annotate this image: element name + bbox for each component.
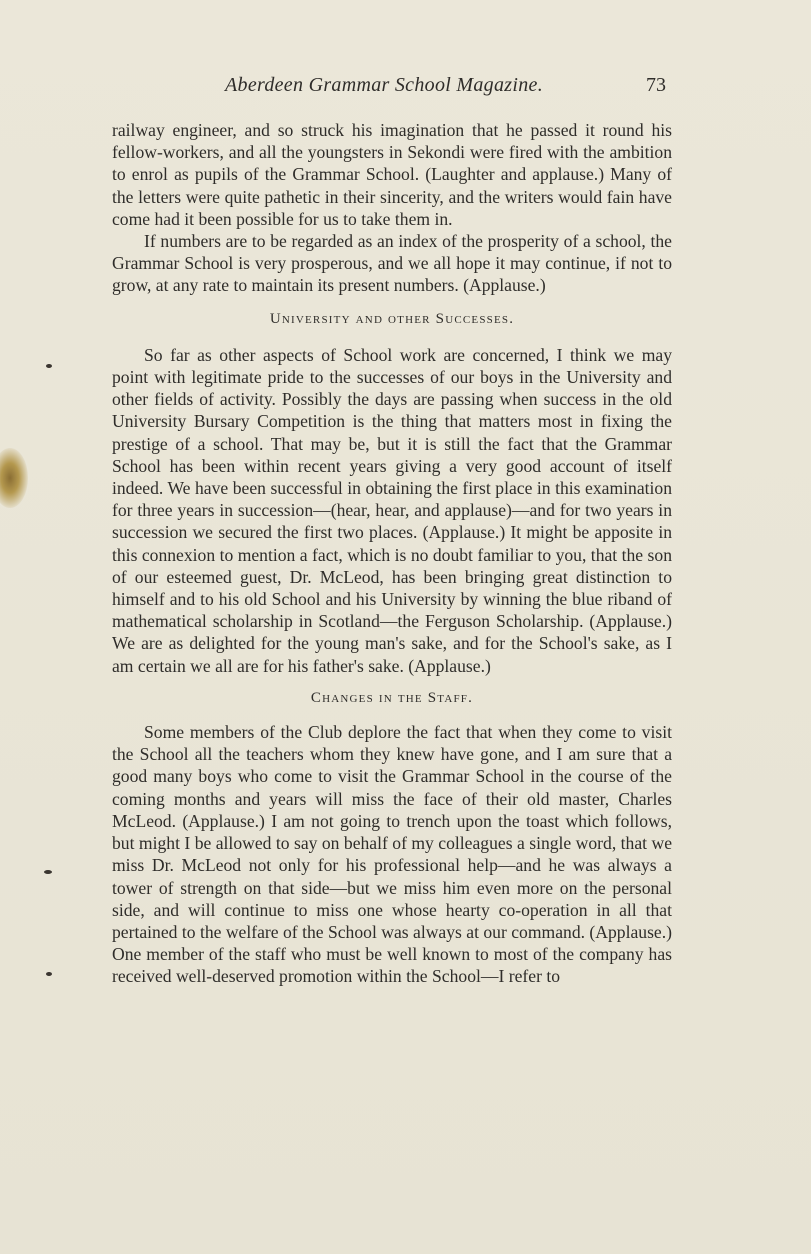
margin-mark-3 [46,972,52,976]
running-head [112,74,672,104]
margin-mark-2 [44,870,52,874]
page-number: 73 [646,74,666,96]
section-heading-university: University and other Successes. [269,310,515,327]
paragraph-continued: railway engineer, and so struck his imagination that he passed it round his fellow-workers, and all the youngsters in Sekondi were fired with the ambition to enrol as pupils of the Grammar School. (Laughter and applause.) Many of the letters were quite pathetic in their sincerity, and the writers would fain have come had it been possible for us to take them in. [112,120,672,229]
paragraph-prosperity: If numbers are to be regarded as an index of the prosperity of a school, the Grammar School is very prosperous, and we all hope it may continue, if not to grow, at any rate to maintain its present numbers. (Applause.) [112,231,672,296]
margin-mark-1 [46,364,52,368]
body-text [112,119,672,988]
paper-stain [0,448,28,508]
running-title: Aberdeen Grammar School Magazine. [225,74,543,96]
paragraph-staff-changes: Some members of the Club deplore the fact that when they come to visit the School all the teachers whom they knew have gone, and I am sure that a good many boys who come to visit the Grammar School in the course of the coming months and years will miss the face of their old master, Charles McLeod. (Applause.) I am not going to trench upon the toast which follows, but might I be allowed to say on behalf of my colleagues a single word, that we miss Dr. McLeod not only for his professional help—and he was always a tower of strength on that side—but we miss him even more on the personal side, and will continue to miss one whose hearty co-operation in all that pertained to the welfare of the School was always at our command. (Applause.) One member of the staff who must be well known to most of the company has received well-deserved promotion within the School—I refer to [112,722,672,987]
paragraph-successes: So far as other aspects of School work are concerned, I think we may point with legitimate pride to the successes of our boys in the University and other fields of activity. Possibly the days are passing when success in the old University Bursary Competition is the thing that matters most in fixing the prestige of a school. That may be, but it is still the fact that the Grammar School has been within recent years giving a very good account of itself indeed. We have been successful in obtaining the first place in this examination for three years in succession—(hear, hear, and applause)—and for two years in succession we secured the first two places. (Applause.) It might be apposite in this connexion to mention a fact, which is no doubt familiar to you, that the son of our esteemed guest, Dr. McLeod, has been bringing great distinction to himself and to his old School and his University by winning the blue riband of mathematical scholarship in Scotland—the Ferguson Scholarship. (Applause.) We are as delighted for the young man's sake, and for the School's sake, as I am certain we all are for his father's sake. (Applause.) [112,344,672,676]
section-heading-staff: Changes in the Staff. [310,689,474,706]
